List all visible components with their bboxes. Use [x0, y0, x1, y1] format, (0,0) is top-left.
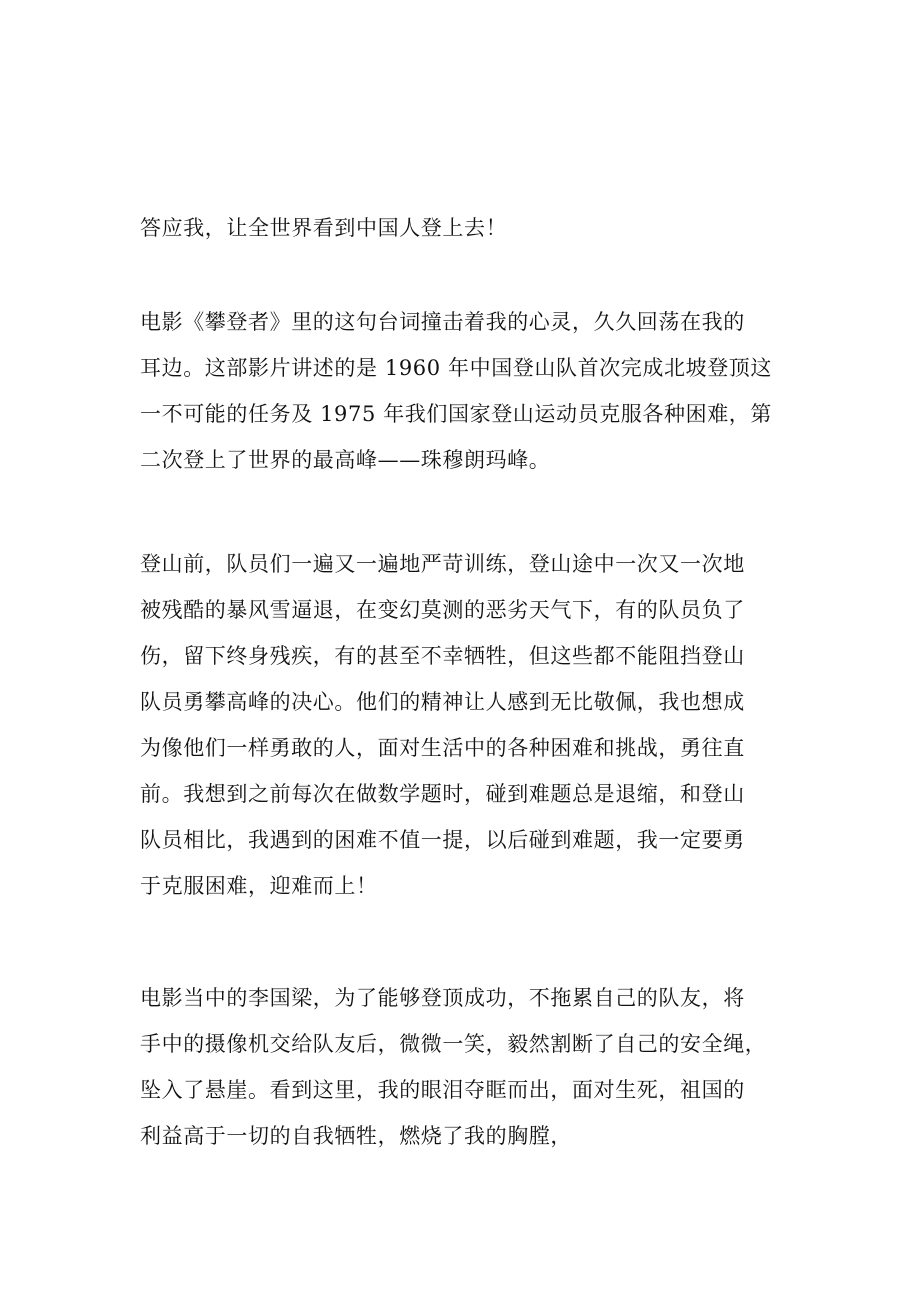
paragraph-line: 耳边。这部影片讲述的是 1960 年中国登山队首次完成北坡登顶这 — [140, 356, 772, 380]
paragraph-1 — [140, 205, 800, 251]
paragraph-line: 伤，留下终身残疾，有的甚至不幸牺牲，但这些都不能阻挡登山 — [140, 644, 745, 668]
paragraph-line: 队员勇攀高峰的决心。他们的精神让人感到无比敬佩，我也想成 — [140, 690, 745, 714]
paragraph-line: 二次登上了世界的最高峰——珠穆朗玛峰。 — [140, 448, 551, 472]
paragraph-line: 于克服困难，迎难而上！ — [140, 874, 378, 898]
paragraph-line: 坠入了悬崖。看到这里，我的眼泪夺眶而出，面对生死，祖国的 — [140, 1078, 745, 1102]
paragraph-line: 电影《攀登者》里的这句台词撞击着我的心灵，久久回荡在我的 — [140, 310, 745, 334]
paragraph-line: 为像他们一样勇敢的人，面对生活中的各种困难和挑战，勇往直 — [140, 736, 745, 760]
paragraph-line: 前。我想到之前每次在做数学题时，碰到难题总是退缩，和登山 — [140, 782, 745, 806]
paragraph-3 — [140, 541, 800, 909]
paragraph-line: 答应我，让全世界看到中国人登上去！ — [140, 216, 508, 240]
paragraph-line: 队员相比，我遇到的困难不值一提，以后碰到难题，我一定要勇 — [140, 828, 745, 852]
paragraph-4 — [140, 975, 800, 1159]
paragraph-line: 利益高于一切的自我牺牲，燃烧了我的胸膛， — [140, 1124, 572, 1148]
paragraph-line: 手中的摄像机交给队友后，微微一笑，毅然割断了自己的安全绳， — [140, 1032, 767, 1056]
paragraph-line: 被残酷的暴风雪逼退，在变幻莫测的恶劣天气下，有的队员负了 — [140, 598, 745, 622]
paragraph-2 — [140, 299, 800, 483]
paragraph-line: 电影当中的李国梁，为了能够登顶成功，不拖累自己的队友，将 — [140, 986, 745, 1010]
paragraph-line: 登山前，队员们一遍又一遍地严苛训练，登山途中一次又一次地 — [140, 552, 745, 576]
paragraph-line: 一不可能的任务及 1975 年我们国家登山运动员克服各种困难，第 — [140, 402, 772, 426]
